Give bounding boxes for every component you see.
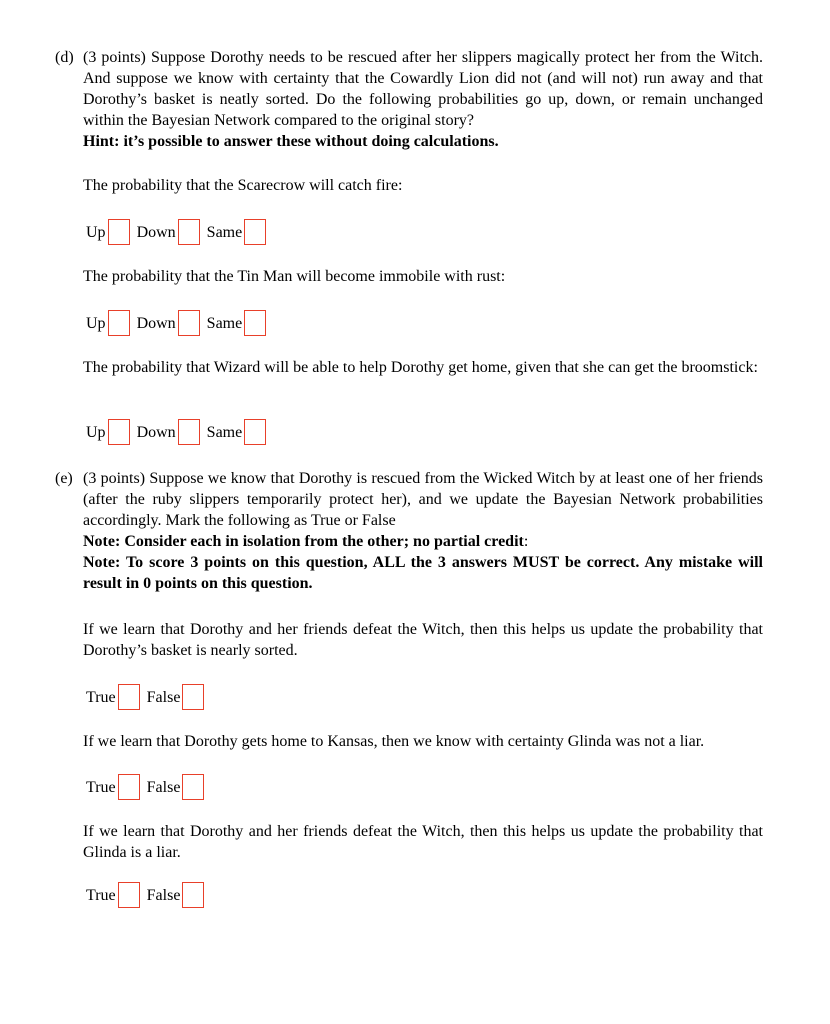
- option-label: Up: [86, 314, 106, 332]
- same-checkbox[interactable]: [244, 219, 266, 245]
- option-label: True: [86, 688, 116, 706]
- up-checkbox[interactable]: [108, 310, 130, 336]
- option-label: Same: [206, 314, 243, 332]
- part-e-q1-options: [86, 683, 211, 711]
- part-d-intro: (3 points) Suppose Dorothy needs to be rescued after her slippers magically protect her from the Witch. And suppose we know with certainty that the Cowardly Lion did not (and will not) run away and that Dorothy’s basket is neatly sorted. Do the following probabilities go up, down, or remain unchanged within the Bayesian Network compared to the original story?: [83, 49, 763, 129]
- false-checkbox[interactable]: [182, 774, 204, 800]
- up-checkbox[interactable]: [108, 219, 130, 245]
- same-checkbox[interactable]: [244, 419, 266, 445]
- part-e-intro: (3 points) Suppose we know that Dorothy is rescued from the Wicked Witch by at least one of her friends (after the ruby slippers temporarily protect her), and we update the Bayesian Network probabilities accordingly. Mark the following as True or False: [83, 470, 763, 529]
- option-label: False: [146, 688, 181, 706]
- part-e-question-2: If we learn that Dorothy gets home to Kansas, then we know with certainty Glinda was not a liar.: [83, 733, 705, 750]
- part-d-intro-block: [83, 47, 763, 152]
- part-e-note-2: Note: To score 3 points on this question, ALL the 3 answers MUST be correct. Any mistake will result in 0 points on this question.: [83, 554, 763, 592]
- same-checkbox[interactable]: [244, 310, 266, 336]
- up-checkbox[interactable]: [108, 419, 130, 445]
- option-label: True: [86, 886, 116, 904]
- option-label: True: [86, 778, 116, 796]
- option-label: Up: [86, 223, 106, 241]
- false-checkbox[interactable]: [182, 684, 204, 710]
- down-checkbox[interactable]: [178, 219, 200, 245]
- option-label: Up: [86, 423, 106, 441]
- part-e-q3-options: [86, 881, 211, 909]
- part-e-note-1: [83, 531, 763, 552]
- false-checkbox[interactable]: [182, 882, 204, 908]
- part-e-note-1-tail: :: [523, 533, 529, 550]
- part-d-q3-options: [86, 418, 273, 446]
- part-e-question-1: If we learn that Dorothy and her friends defeat the Witch, then this helps us update the probability that Dorothy’s basket is nearly sorted.: [83, 621, 763, 659]
- option-label: False: [146, 886, 181, 904]
- part-e-q2-options: [86, 773, 211, 801]
- true-checkbox[interactable]: [118, 882, 140, 908]
- part-e-intro-block: [83, 468, 763, 594]
- option-label: Same: [206, 223, 243, 241]
- option-label: Down: [136, 223, 176, 241]
- part-d-label: (d): [55, 49, 74, 66]
- part-d-question-2: The probability that the Tin Man will become immobile with rust:: [83, 268, 506, 285]
- option-label: Same: [206, 423, 243, 441]
- part-d-q1-options: [86, 218, 273, 246]
- option-label: Down: [136, 314, 176, 332]
- option-label: Down: [136, 423, 176, 441]
- down-checkbox[interactable]: [178, 310, 200, 336]
- part-d-q2-options: [86, 309, 273, 337]
- part-d-hint: Hint: it’s possible to answer these without doing calculations.: [83, 133, 499, 150]
- part-e-note-1-text: Note: Consider each in isolation from the other; no partial credit: [83, 533, 524, 550]
- part-d-question-1: The probability that the Scarecrow will catch fire:: [83, 177, 403, 194]
- down-checkbox[interactable]: [178, 419, 200, 445]
- part-e-question-3: If we learn that Dorothy and her friends defeat the Witch, then this helps us update the probability that Glinda is a liar.: [83, 823, 763, 861]
- option-label: False: [146, 778, 181, 796]
- true-checkbox[interactable]: [118, 684, 140, 710]
- part-d-question-3: The probability that Wizard will be able to help Dorothy get home, given that she can get the broomstick:: [83, 359, 758, 376]
- true-checkbox[interactable]: [118, 774, 140, 800]
- part-e-label: (e): [55, 470, 73, 487]
